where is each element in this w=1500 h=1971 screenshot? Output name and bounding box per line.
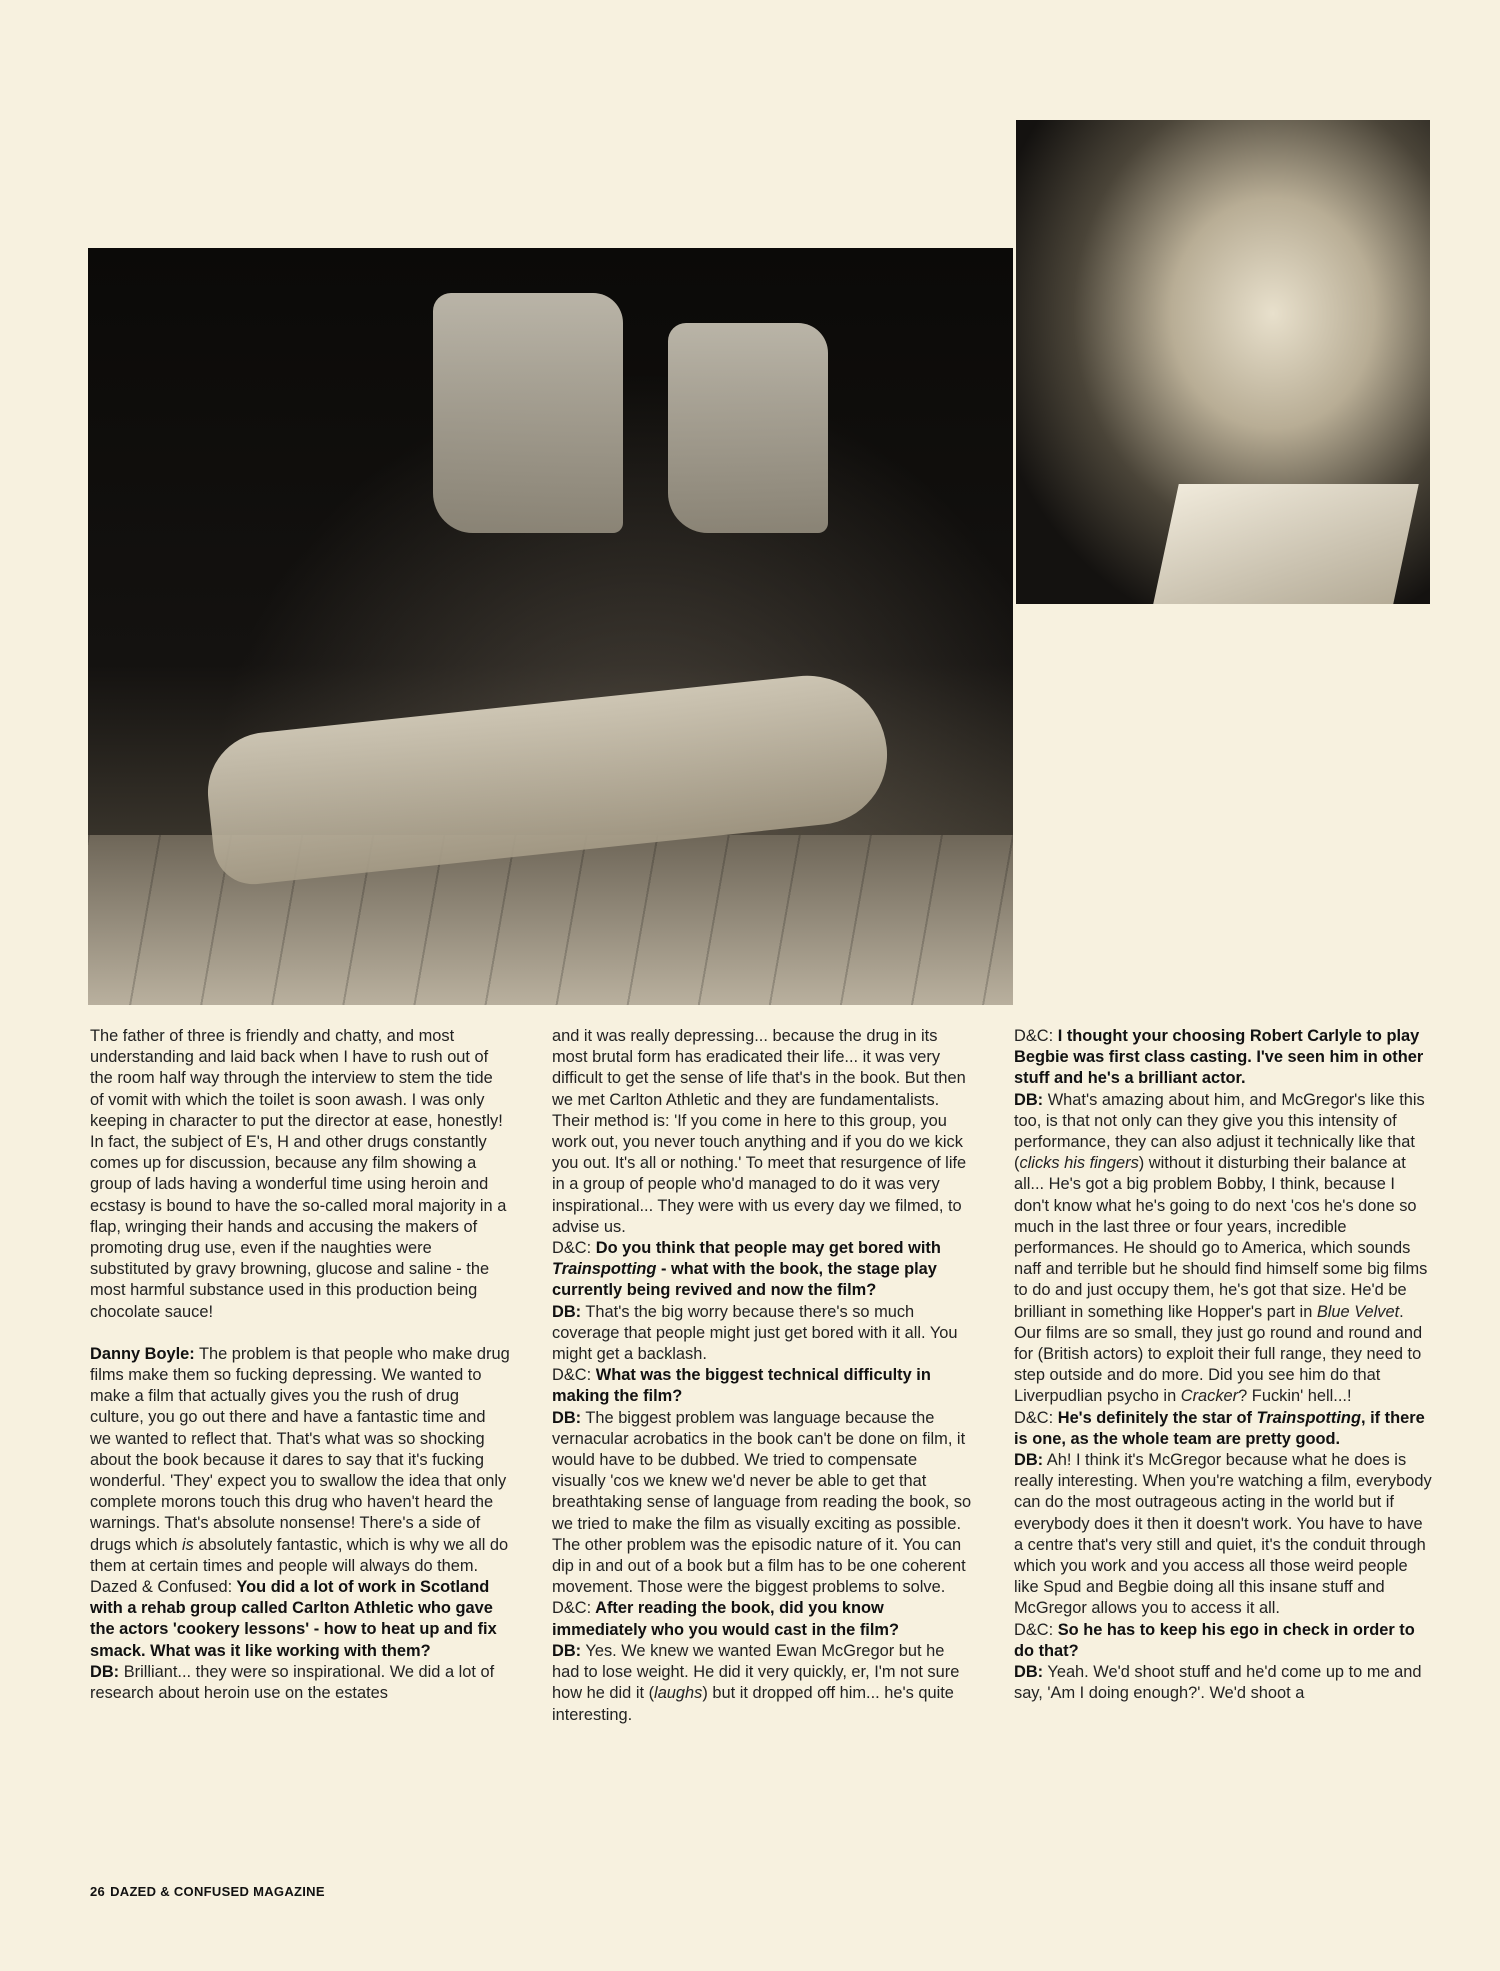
speaker: DB:	[552, 1302, 582, 1321]
speaker: D&C:	[1014, 1027, 1054, 1045]
speaker: Dazed & Confused:	[90, 1578, 233, 1597]
question-paragraph: Dazed & Confused: You did a lot of work in Scotland with a rehab group called Carlton Athletic who gave the actors 'cookery lessons' - how to heat up and fix smack. What was it like working with them?	[90, 1578, 497, 1660]
page-footer	[90, 1884, 325, 1899]
question-paragraph: D&C: I thought your choosing Robert Carlyle to play Begbie was first class casting. I've seen him in other stuff and he's a brilliant actor.	[1014, 1027, 1424, 1088]
shirt-collar	[1153, 484, 1419, 604]
answer-paragraph: DB: Yes. We knew we wanted Ewan McGregor but he had to lose weight. He did it very quickly, er, I'm not sure how he did it (laughs) but it dropped off him... he's quite interesting.	[552, 1641, 960, 1724]
answer-paragraph: and it was really depressing... because the drug in its most brutal form has eradicated their life... it was very difficult to get the sense of life that's in the book. But then we met Carlton Athletic and they are fundamentalists. Their method is: 'If you come in here to this group, you work out, you never touch anything and if you do we kick you out. It's all or nothing.' To meet that resurgence of life in a group of people who'd managed to do it was very inspirational... They were with us every day we filmed, to advise us.	[552, 1027, 967, 1236]
column-2	[552, 1026, 972, 1726]
question-paragraph: D&C: So he has to keep his ego in check in order to do that?	[1014, 1620, 1415, 1660]
page-number: 26	[90, 1884, 106, 1899]
speaker: DB:	[1014, 1451, 1044, 1470]
answer-paragraph: DB: The biggest problem was language because the vernacular acrobatics in the book can't be done on film, it would have to be dubbed. We tried to compensate visually 'cos we knew we'd never be able to get that breathtaking sense of language from reading the book, so we tried to make the film as visually exciting as possible. The other problem was the episodic nature of it. You can dip in and out of a book but a film has to be one coherent movement. Those were the biggest problems to solve.	[552, 1408, 972, 1597]
speaker: D&C:	[552, 1599, 592, 1618]
intro-paragraph: The father of three is friendly and chatty, and most understanding and laid back when I have to rush out of the room half way through the interview to stem the tide of vomit with which the toilet is soon awash. I was only keeping in character to put the director at ease, honestly! In fact, the subject of E's, H and other drugs constantly comes up for discussion, because any film showing a group of lads having a wonderful time using heroin and ecstasy is bound to have the so-called moral majority in a flap, wringing their hands and accusing the makers of promoting drug use, even if the naughties were substituted by gravy browning, glucose and saline - the most harmful substance used in this production being chocolate sauce!	[90, 1027, 507, 1321]
portrait-image	[1016, 120, 1430, 604]
portrait-photo	[1013, 117, 1433, 607]
answer-paragraph: DB: What's amazing about him, and McGregor's like this too, is that not only can they give you this intensity of performance, they can also adjust it technically like that (clicks his fingers) without it disturbing their balance at all... He's got a big problem Bobby, I think, because I don't know what he's going to do next 'cos he's done so much in the last three or four years, incredible performances. He should go to America, which sounds naff and terrible but he should find himself some big films to do and just occupy them, he's got that size. He'd be brilliant in something like Hopper's part in Blue Velvet. Our films are so small, they just go round and round and for (British actors) to exploit their full range, they need to step outside and do more. Did you see him do that Liverpudlian psycho in Cracker? Fuckin' hell...!	[1014, 1090, 1428, 1406]
speaker: DB:	[1014, 1663, 1044, 1682]
question-paragraph: D&C: He's definitely the star of Trainspotting, if there is one, as the whole team are pretty good.	[1014, 1408, 1425, 1448]
question-paragraph: D&C: After reading the book, did you know immediately who you would cast in the film?	[552, 1599, 899, 1639]
window-light	[433, 293, 623, 533]
main-photo	[88, 248, 1013, 1005]
speaker: D&C:	[1014, 1408, 1054, 1427]
speaker: D&C:	[552, 1366, 592, 1385]
answer-paragraph: DB: Ah! I think it's McGregor because what he does is really interesting. When you're watching a film, everybody can do the most outrageous acting in the world but if everybody does it then it doesn't work. You have to have a centre that's very still and quiet, it's the conduit through which you work and you access all those weird people like Spud and Begbie doing all this insane stuff and McGregor allows you to access it all.	[1014, 1451, 1432, 1618]
answer-paragraph: DB: Brilliant... they were so inspirational. We did a lot of research about heroin use on the estates	[90, 1662, 495, 1703]
question-paragraph: D&C: Do you think that people may get bored with Trainspotting - what with the book, the stage play currently being revived and now the film?	[552, 1239, 941, 1300]
column-3	[1014, 1026, 1434, 1705]
speaker: DB:	[552, 1641, 582, 1660]
article-body	[0, 1026, 1500, 1846]
answer-paragraph: DB: Yeah. We'd shoot stuff and he'd come up to me and say, 'Am I doing enough?'. We'd shoot a	[1014, 1663, 1422, 1703]
question-paragraph: D&C: What was the biggest technical difficulty in making the film?	[552, 1366, 931, 1406]
answer-paragraph: Danny Boyle: The problem is that people who make drug films make them so fucking depressing. We wanted to make a film that actually gives you the rush of drug culture, you go out there and have a fantastic time and we wanted to reflect that. That's what was so shocking about the book because it dares to say that it's fucking wonderful. 'They' expect you to swallow the idea that only complete morons touch this drug who haven't heard the warnings. That's absolute nonsense! There's a side of drugs which is absolutely fantastic, which is why we all do them at certain times and people will always do them.	[90, 1344, 510, 1575]
speaker: Danny Boyle:	[90, 1344, 195, 1363]
speaker: DB:	[552, 1408, 582, 1427]
column-1	[90, 1026, 510, 1704]
answer-paragraph: DB: That's the big worry because there's so much coverage that people might just get bored with it all. You might get a backlash.	[552, 1302, 958, 1364]
window-light	[668, 323, 828, 533]
publication-name: DAZED & CONFUSED MAGAZINE	[110, 1884, 325, 1899]
speaker: D&C:	[1014, 1620, 1054, 1639]
speaker: DB:	[1014, 1090, 1044, 1109]
speaker: DB:	[90, 1662, 120, 1681]
speaker: D&C:	[552, 1239, 592, 1258]
